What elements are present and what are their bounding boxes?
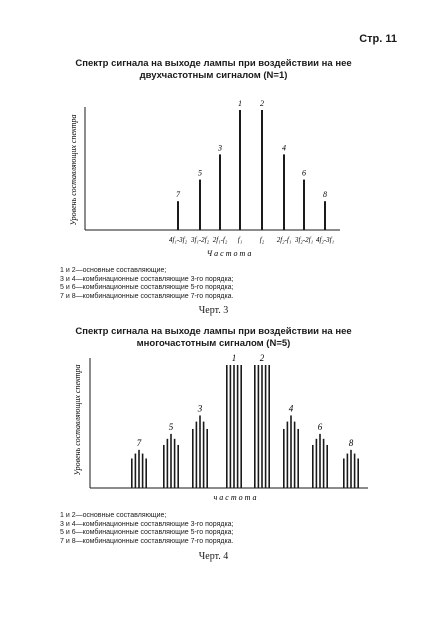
- figure1-chart: [0, 85, 427, 265]
- x-tick-label: 3f₁-2f₂: [190, 236, 210, 244]
- x-axis-label: Частота: [206, 249, 254, 258]
- spectrum-line-label: 3: [218, 143, 222, 153]
- spectrum-line-label: 2: [260, 99, 264, 108]
- figure2-legend-item: 3 и 4—комбинационные составляющие 3-го порядка;: [60, 520, 234, 528]
- spectrum-group-label: 6: [317, 421, 323, 432]
- x-tick-label: f₂: [259, 236, 265, 244]
- spectrum-group-label: 4: [288, 403, 294, 414]
- spectrum-group-label: 1: [231, 353, 237, 363]
- figure1-title-line1: Спектр сигнала на выходе лампы при воздействии на нее: [75, 58, 352, 69]
- y-axis-label: Уровень составляющих спектра: [73, 364, 82, 476]
- x-tick-label: 4f₂-3f₁: [315, 236, 335, 244]
- figure2-caption: Черт. 4: [198, 551, 229, 562]
- spectrum-line-label: 5: [198, 168, 202, 178]
- x-tick-label: 2f₁-f₂: [212, 236, 228, 244]
- spectrum-line-label: 6: [302, 168, 306, 178]
- spectrum-group-label: 7: [136, 437, 142, 448]
- figure1-legend: [60, 267, 234, 301]
- figure1-legend-item: 5 и 6—комбинационные составляющие 5-го порядка;: [60, 284, 234, 291]
- figure1-legend-item: 3 и 4—комбинационные составляющие 3-го порядка;: [60, 275, 234, 283]
- page-number: Стр. 11: [359, 33, 397, 45]
- spectrum-line-label: 4: [282, 143, 286, 153]
- figure1-title: [0, 58, 427, 82]
- figure1-caption: Черт. 3: [198, 305, 229, 316]
- figure2-legend-item: 1 и 2—основные составляющие;: [60, 512, 167, 519]
- figure1-title-line2: двухчастотным сигналом (N=1): [139, 70, 288, 81]
- x-tick-label: f₁: [237, 236, 243, 244]
- figure2-legend-item: 7 и 8—комбинационные составляющие 7-го порядка.: [60, 537, 234, 545]
- spectrum-line-label: 1: [238, 99, 242, 108]
- spectrum-line-label: 7: [176, 190, 180, 200]
- x-tick-label: 3f₂-2f₁: [294, 236, 314, 244]
- spectrum-group-label: 2: [259, 353, 265, 363]
- figure2-legend: [60, 512, 234, 546]
- figure2-title-line2: многочастотным сигналом (N=5): [136, 338, 291, 349]
- spectrum-group-label: 5: [168, 421, 174, 432]
- spectrum-line-label: 8: [323, 190, 327, 200]
- figure2-title: [0, 326, 427, 350]
- spectrum-group-label: 8: [348, 437, 354, 448]
- spectrum-group-label: 3: [197, 403, 203, 414]
- x-tick-label: 4f₁-3f₂: [168, 236, 188, 244]
- x-tick-label: 2f₂-f₁: [276, 236, 292, 244]
- x-axis-label: частота: [213, 493, 259, 502]
- figure2-chart: [0, 350, 427, 510]
- figure2-title-line1: Спектр сигнала на выходе лампы при воздействии на нее: [75, 326, 352, 337]
- y-axis-label: Уровень составляющих спектра: [69, 114, 78, 226]
- figure1-legend-item: 7 и 8—комбинационные составляющие 7-го порядка.: [60, 292, 234, 300]
- figure2-legend-item: 5 и 6—комбинационные составляющие 5-го порядка;: [60, 529, 234, 536]
- figure1-legend-item: 1 и 2—основные составляющие;: [60, 267, 167, 274]
